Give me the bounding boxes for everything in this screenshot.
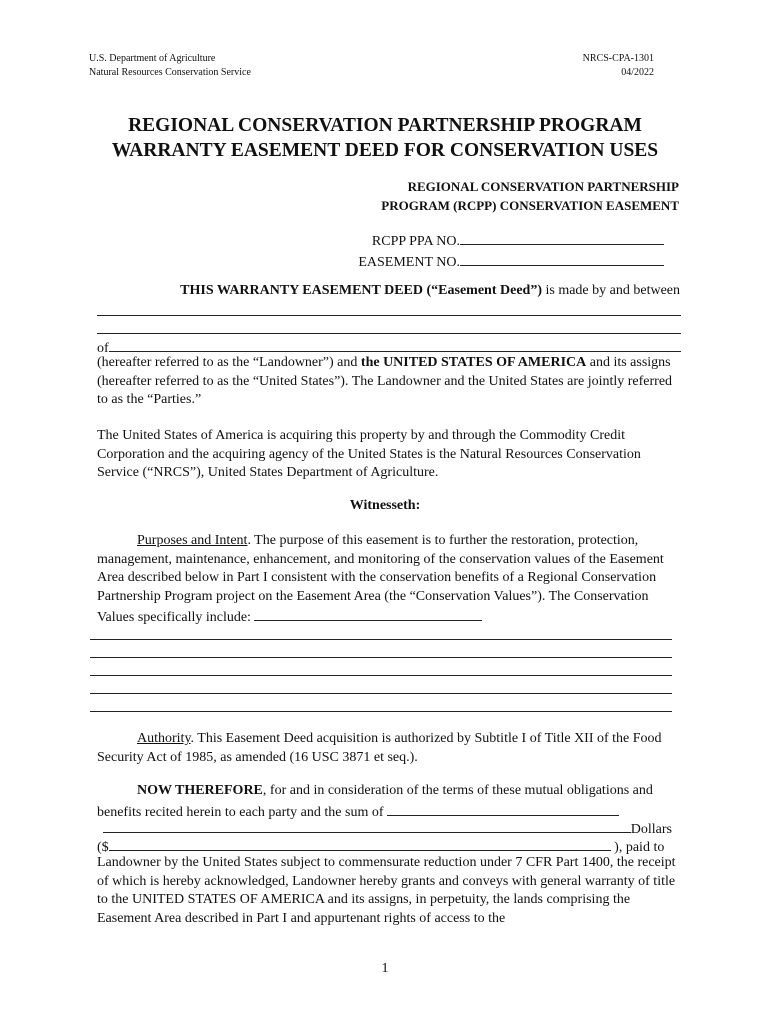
dollars-words-blank[interactable]: [103, 818, 631, 833]
title-line-1: REGIONAL CONSERVATION PARTNERSHIP PROGRAM: [128, 115, 642, 136]
document-title: [0, 113, 770, 163]
values-blank-line-5[interactable]: [90, 711, 672, 712]
form-header: [583, 52, 654, 80]
parties-paragraph: [97, 354, 683, 410]
now-therefore-paragraph: [97, 782, 683, 822]
witnesseth-heading: Witnesseth:: [349, 498, 421, 513]
party-blank-line-2[interactable]: [97, 333, 681, 334]
intro-lead: [97, 282, 680, 301]
of-blank[interactable]: [109, 337, 681, 352]
subtitle-line-1: REGIONAL CONSERVATION PARTNERSHIP: [407, 179, 679, 194]
sum-blank[interactable]: [387, 801, 619, 816]
values-blank-line-1[interactable]: [90, 639, 672, 640]
intro-bold-lead: THIS WARRANTY EASEMENT DEED (“Easement Deed”): [180, 283, 542, 298]
form-date: 04/2022: [621, 67, 654, 78]
conveyance-paragraph: Landowner by the United States subject to commensurate reduction under 7 CFR Part 1400, the receipt of which is hereby acknowledged, Landowner hereby grants and conveys with general warranty of title to the UNITED STATES OF AMERICA and its assigns, in perpetuity, the lands comprising the Easement Area described in Part I and appurtenant rights of access to the: [97, 855, 676, 926]
parties-text-a: (hereafter referred to as the “Landowner”) and: [97, 355, 361, 370]
now-therefore-bold: NOW THEREFORE: [137, 783, 263, 798]
ppa-number-field[interactable]: [460, 230, 664, 245]
agency-line-1: U.S. Department of Agriculture: [89, 53, 216, 64]
purposes-paragraph: [97, 532, 683, 628]
authority-heading: Authority: [137, 731, 191, 746]
party-blank-line-1[interactable]: [97, 315, 681, 316]
form-number: NRCS-CPA-1301: [582, 53, 654, 64]
agency-header: [89, 52, 251, 80]
reference-numbers: [358, 230, 664, 272]
easement-number-label: EASEMENT NO.: [358, 255, 460, 270]
title-line-2: WARRANTY EASEMENT DEED FOR CONSERVATION USES: [111, 140, 659, 161]
dollars-label: Dollars: [630, 822, 672, 837]
authority-paragraph: [97, 730, 683, 767]
intro-lead-rest: is made by and between: [541, 283, 680, 298]
now-therefore-text-1: , for and in consideration of the terms of these mutual obligations and benefits recited herein to each party and the sum of: [97, 783, 653, 820]
agency-line-2: Natural Resources Conservation Service: [89, 67, 251, 78]
values-blank-line-2[interactable]: [90, 657, 672, 658]
authority-text: . This Easement Deed acquisition is authorized by Subtitle I of Title XII of the Food Security Act of 1985, as amended (16 USC 3871 et seq.).: [97, 731, 662, 765]
subtitle-line-2: PROGRAM (RCPP) CONSERVATION EASEMENT: [381, 198, 679, 213]
document-subtitle: [381, 177, 679, 215]
paid-to-label: ), paid to: [610, 840, 665, 855]
easement-number-field[interactable]: [460, 251, 664, 266]
conservation-values-blank[interactable]: [254, 606, 482, 621]
amount-paren-open: ($: [97, 840, 109, 855]
amount-blank[interactable]: [109, 836, 611, 851]
purposes-heading: Purposes and Intent: [137, 533, 248, 548]
ppa-number-label: RCPP PPA NO.: [371, 234, 460, 249]
of-label: of: [97, 341, 109, 356]
parties-united-states: the UNITED STATES OF AMERICA: [360, 355, 587, 370]
values-blank-line-4[interactable]: [90, 693, 672, 694]
values-blank-line-3[interactable]: [90, 675, 672, 676]
parties-text-b: and its assigns (hereafter referred to as the “United States”). The Landowner and the United States are jointly referred to as the “Parties.”: [97, 355, 673, 407]
acquiring-paragraph: The United States of America is acquiring this property by and through the Commodity Credit Corporation and the acquiring agency of the United States is the Natural Resources Conservation Service (“NRCS”), United States Department of Agriculture.: [97, 428, 641, 480]
purposes-text: . The purpose of this easement is to further the restoration, protection, management, maintenance, enhancement, and monitoring of the conservation values of the Easement Area described below in Part I consistent with the conservation benefits of a Regional Conservation Partnership Program project on the Easement Area (the “Conservation Values”). The Conservation Values specifically include:: [97, 533, 664, 625]
page-number: 1: [381, 961, 389, 976]
